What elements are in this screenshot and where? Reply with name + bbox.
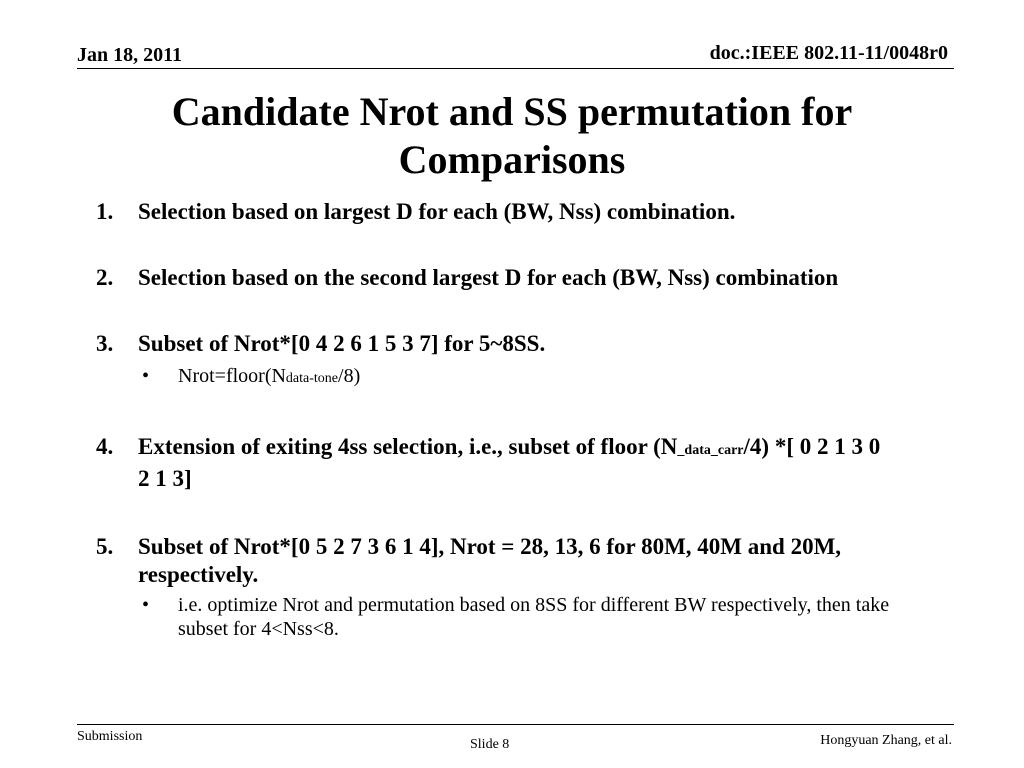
list-item-text-suffix: /4) *[ 0 2 1 3 0 2 1 3] xyxy=(138,434,881,491)
content-list xyxy=(96,198,896,641)
list-item-number: 1. xyxy=(96,199,114,224)
footer-author: Hongyuan Zhang, et al. xyxy=(820,733,952,748)
list-item-2 xyxy=(96,264,896,292)
list-item-number: 2. xyxy=(96,265,114,290)
footer-divider xyxy=(77,724,954,725)
footer-submission: Submission xyxy=(77,729,143,744)
bullet-icon: • xyxy=(142,594,150,616)
formula-prefix: Nrot=floor(N xyxy=(178,365,286,387)
header-doc-id: doc.:IEEE 802.11-11/0048r0 xyxy=(709,42,948,64)
list-item-5 xyxy=(96,533,896,589)
list-item-number: 5. xyxy=(96,534,114,559)
list-item-text: Selection based on the second largest D for each (BW, Nss) combination xyxy=(138,265,839,290)
bullet-icon: • xyxy=(142,365,150,387)
list-item-text: Selection based on largest D for each (BW, Nss) combination. xyxy=(138,199,736,224)
header-divider xyxy=(77,68,954,69)
formula-subscript: data-tone xyxy=(285,371,339,386)
slide-title: Candidate Nrot and SS permutation for Comparisons xyxy=(171,89,853,182)
list-item-3 xyxy=(96,330,896,358)
list-item-4 xyxy=(96,433,896,493)
formula-suffix: /8) xyxy=(338,365,361,387)
list-item-subscript: _data_carr xyxy=(677,443,744,458)
list-item-1 xyxy=(96,198,896,226)
footer-slide-number: Slide 8 xyxy=(470,737,510,752)
header-date: Jan 18, 2011 xyxy=(77,44,183,66)
list-item-text: Subset of Nrot*[0 4 2 6 1 5 3 7] for 5~8SS. xyxy=(138,331,546,356)
list-item-text: Subset of Nrot*[0 5 2 7 3 6 1 4], Nrot = 28, 13, 6 for 80M, 40M and 20M, respectively. xyxy=(138,534,842,587)
list-item-number: 4. xyxy=(96,434,114,459)
sub-bullet-optimize xyxy=(138,593,898,641)
list-item-text-prefix: Extension of exiting 4ss selection, i.e., subset of floor (N xyxy=(138,434,678,459)
list-item-number: 3. xyxy=(96,331,114,356)
sub-bullet-text: i.e. optimize Nrot and permutation based on 8SS for different BW respectively, then take subset for 4<Nss<8. xyxy=(178,594,890,640)
sub-bullet-nrot-formula xyxy=(138,364,896,391)
